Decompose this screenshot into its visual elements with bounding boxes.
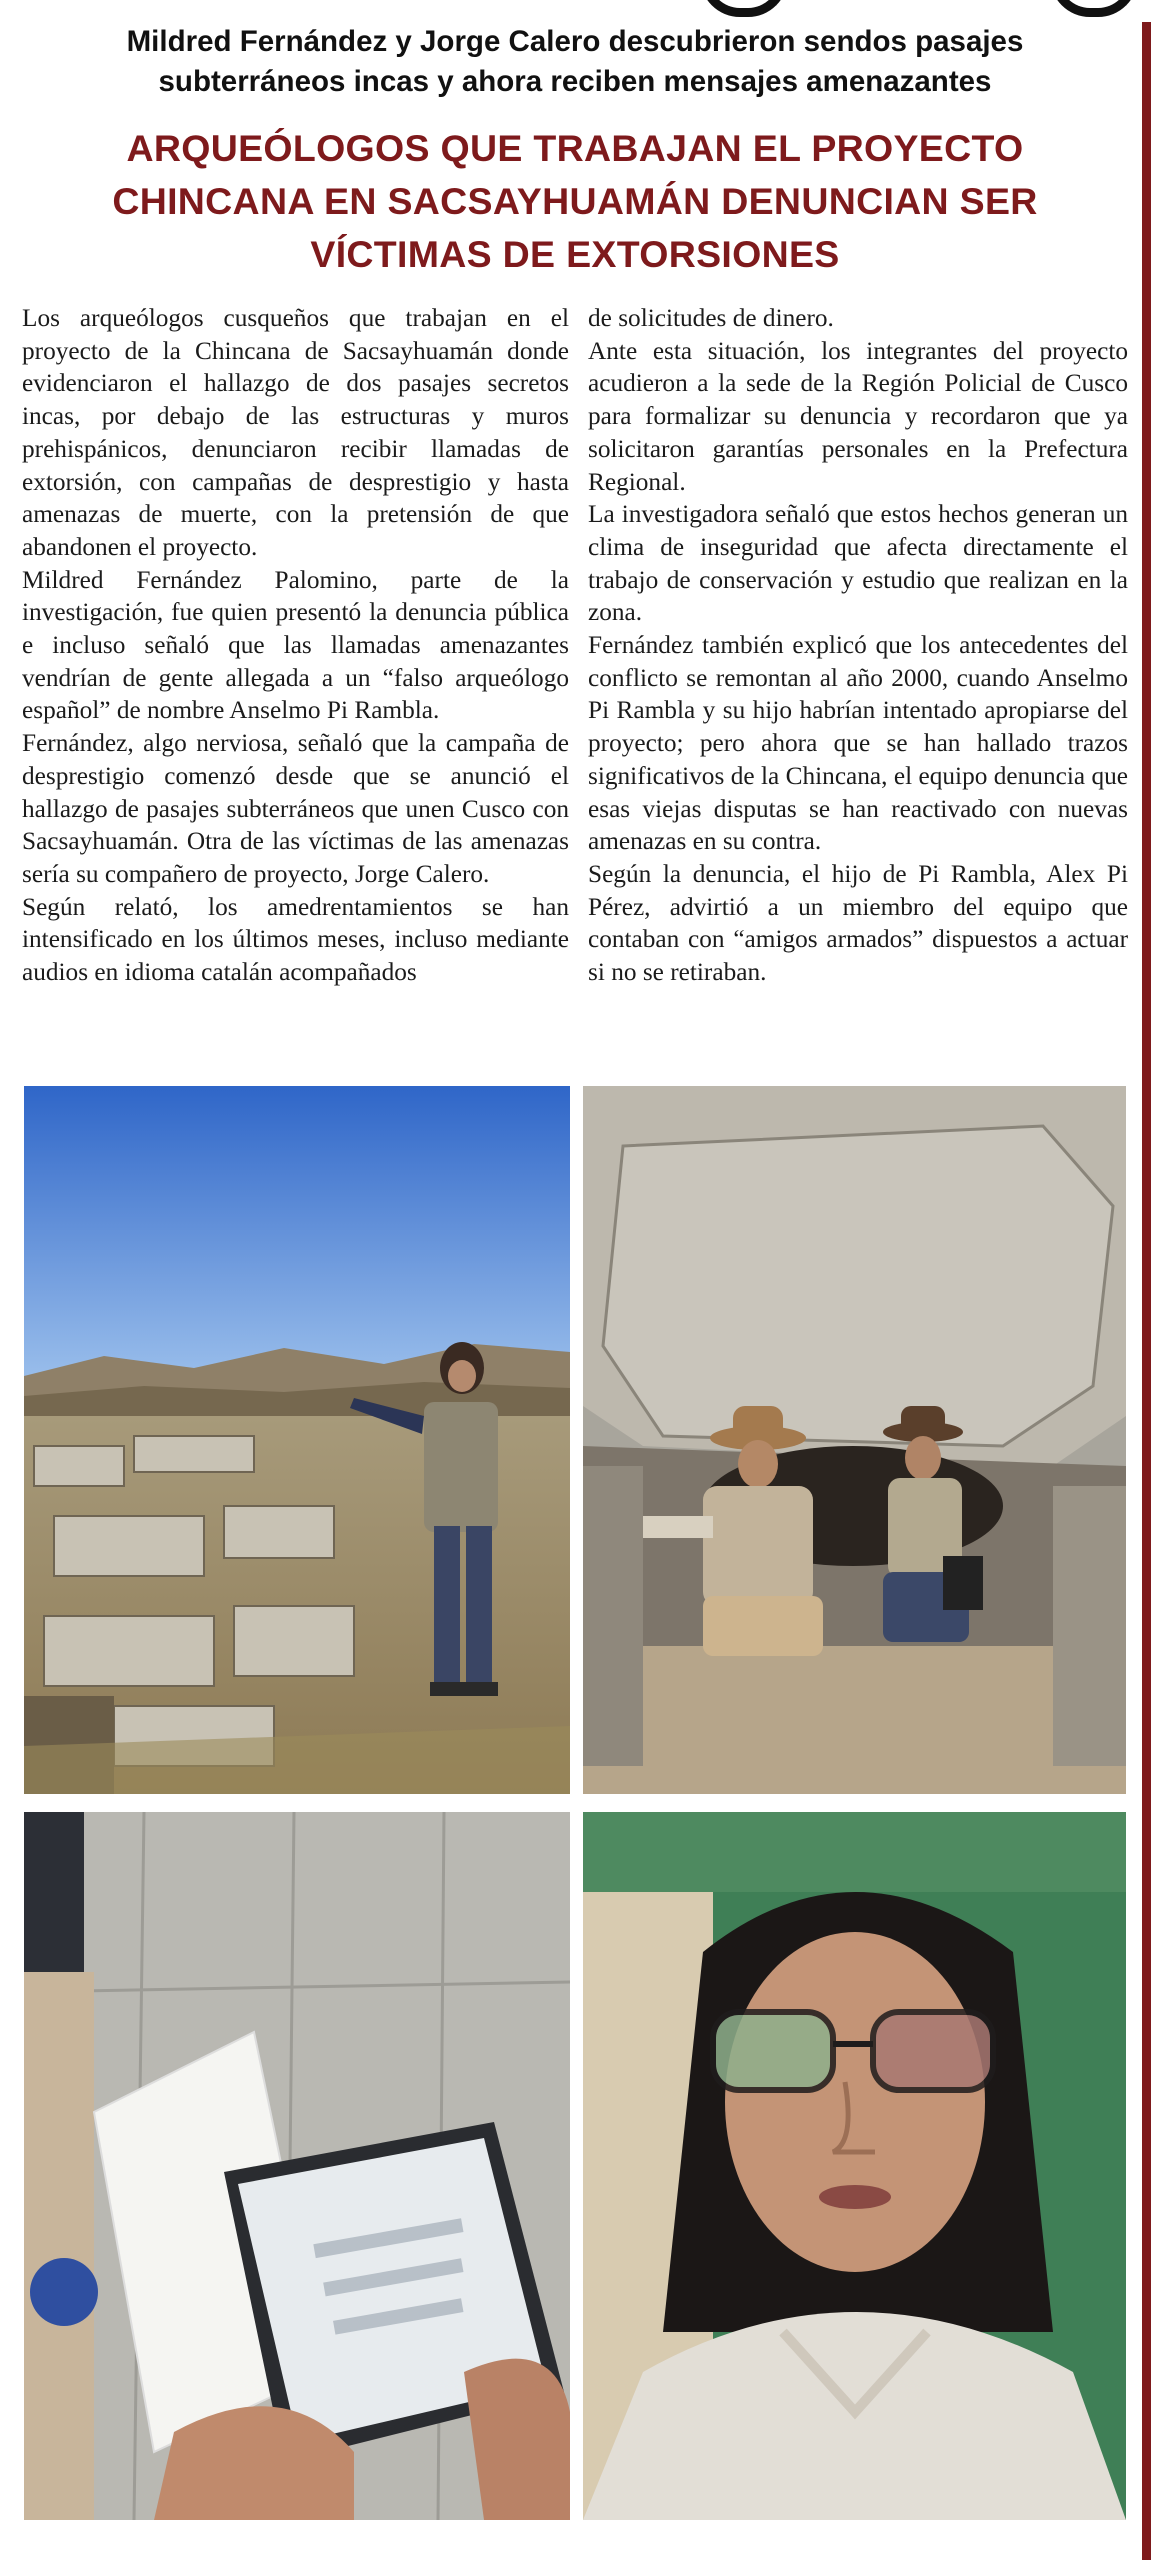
headline-line: VÍCTIMAS DE EXTORSIONES xyxy=(310,233,840,275)
headline-line: CHINCANA EN SACSAYHUAMÁN DENUNCIAN SER xyxy=(112,180,1038,222)
article-subtitle xyxy=(30,22,1120,102)
subtitle-line: Mildred Fernández y Jorge Calero descubrieron sendos pasajes xyxy=(126,25,1024,58)
paragraph: Ante esta situación, los integrantes del proyecto acudieron a la sede de la Región Policial de Cusco para formalizar su denuncia y recordaron que ya solicitaron garantías personales en la Prefectura Regional. xyxy=(588,336,1128,496)
paragraph: La investigadora señaló que estos hechos generan un clima de inseguridad que afecta directamente el trabajo de conservación y estudio que realizan en la zona. xyxy=(588,500,1128,627)
masthead-glyph xyxy=(700,0,788,17)
headline-line: ARQUEÓLOGOS QUE TRABAJAN EL PROYECTO xyxy=(126,127,1024,169)
paragraph: Según la denuncia, el hijo de Pi Rambla, Alex Pi Pérez, advirtió a un miembro del equipo que contaban con “amigos armados” dispuestos a actuar si no se retiraban. xyxy=(588,859,1128,987)
paragraph: Fernández también explicó que los antecedentes del conflicto se remontan al año 2000, cuando Anselmo Pi Rambla y su hijo habrían intentado apropiarse del proyecto; pero ahora que se han hallado trazos significativos de la Chincana, el equipo denuncia que esas viejas disputas se han reactivado con nuevas amenazas en su contra. xyxy=(588,631,1128,856)
masthead-remnant xyxy=(0,0,1156,14)
photo-archaeologists-at-tunnel xyxy=(583,1086,1126,1794)
paragraph: Mildred Fernández Palomino, parte de la investigación, fue quien presentó la denuncia pública e incluso señaló que las llamadas amenazantes vendrían de gente allegada a un “falso arqueólogo español” de nombre Anselmo Pi Rambla. xyxy=(22,565,569,725)
paragraph: Según relató, los amedrentamientos se han intensificado en los últimos meses, incluso mediante audios en idioma catalán acompañados xyxy=(22,892,569,987)
photo-woman-portrait xyxy=(583,1812,1126,2520)
article-column-left xyxy=(22,302,569,1072)
paragraph: Fernández, algo nerviosa, señaló que la campaña de desprestigio comenzó desde que se anunció el hallazgo de pasajes subterráneos que unen Cusco con Sacsayhuamán. Otra de las víctimas de las amenazas sería su compañero de proyecto, Jorge Calero. xyxy=(22,729,569,888)
article-column-right xyxy=(588,302,1128,1072)
paragraph: Los arqueólogos cusqueños que trabajan en el proyecto de la Chincana de Sacsayhuamán donde evidenciaron el hallazgo de dos pasajes secretos incas, por debajo de las estructuras y muros prehispánicos, denunciaron recibir llamadas de extorsión, con campañas de desprestigio y hasta amenazas de muerte, con la pretensión de que abandonen el proyecto. xyxy=(22,304,569,561)
article-headline xyxy=(30,122,1120,281)
subtitle-line: subterráneos incas y ahora reciben mensajes amenazantes xyxy=(158,65,992,98)
masthead-glyph xyxy=(1050,0,1138,17)
page-edge-rule xyxy=(1142,22,1151,2560)
photo-phone-with-messages xyxy=(24,1812,570,2520)
paragraph: de solicitudes de dinero. xyxy=(588,304,834,332)
photo-woman-pointing-at-ruins xyxy=(24,1086,570,1794)
